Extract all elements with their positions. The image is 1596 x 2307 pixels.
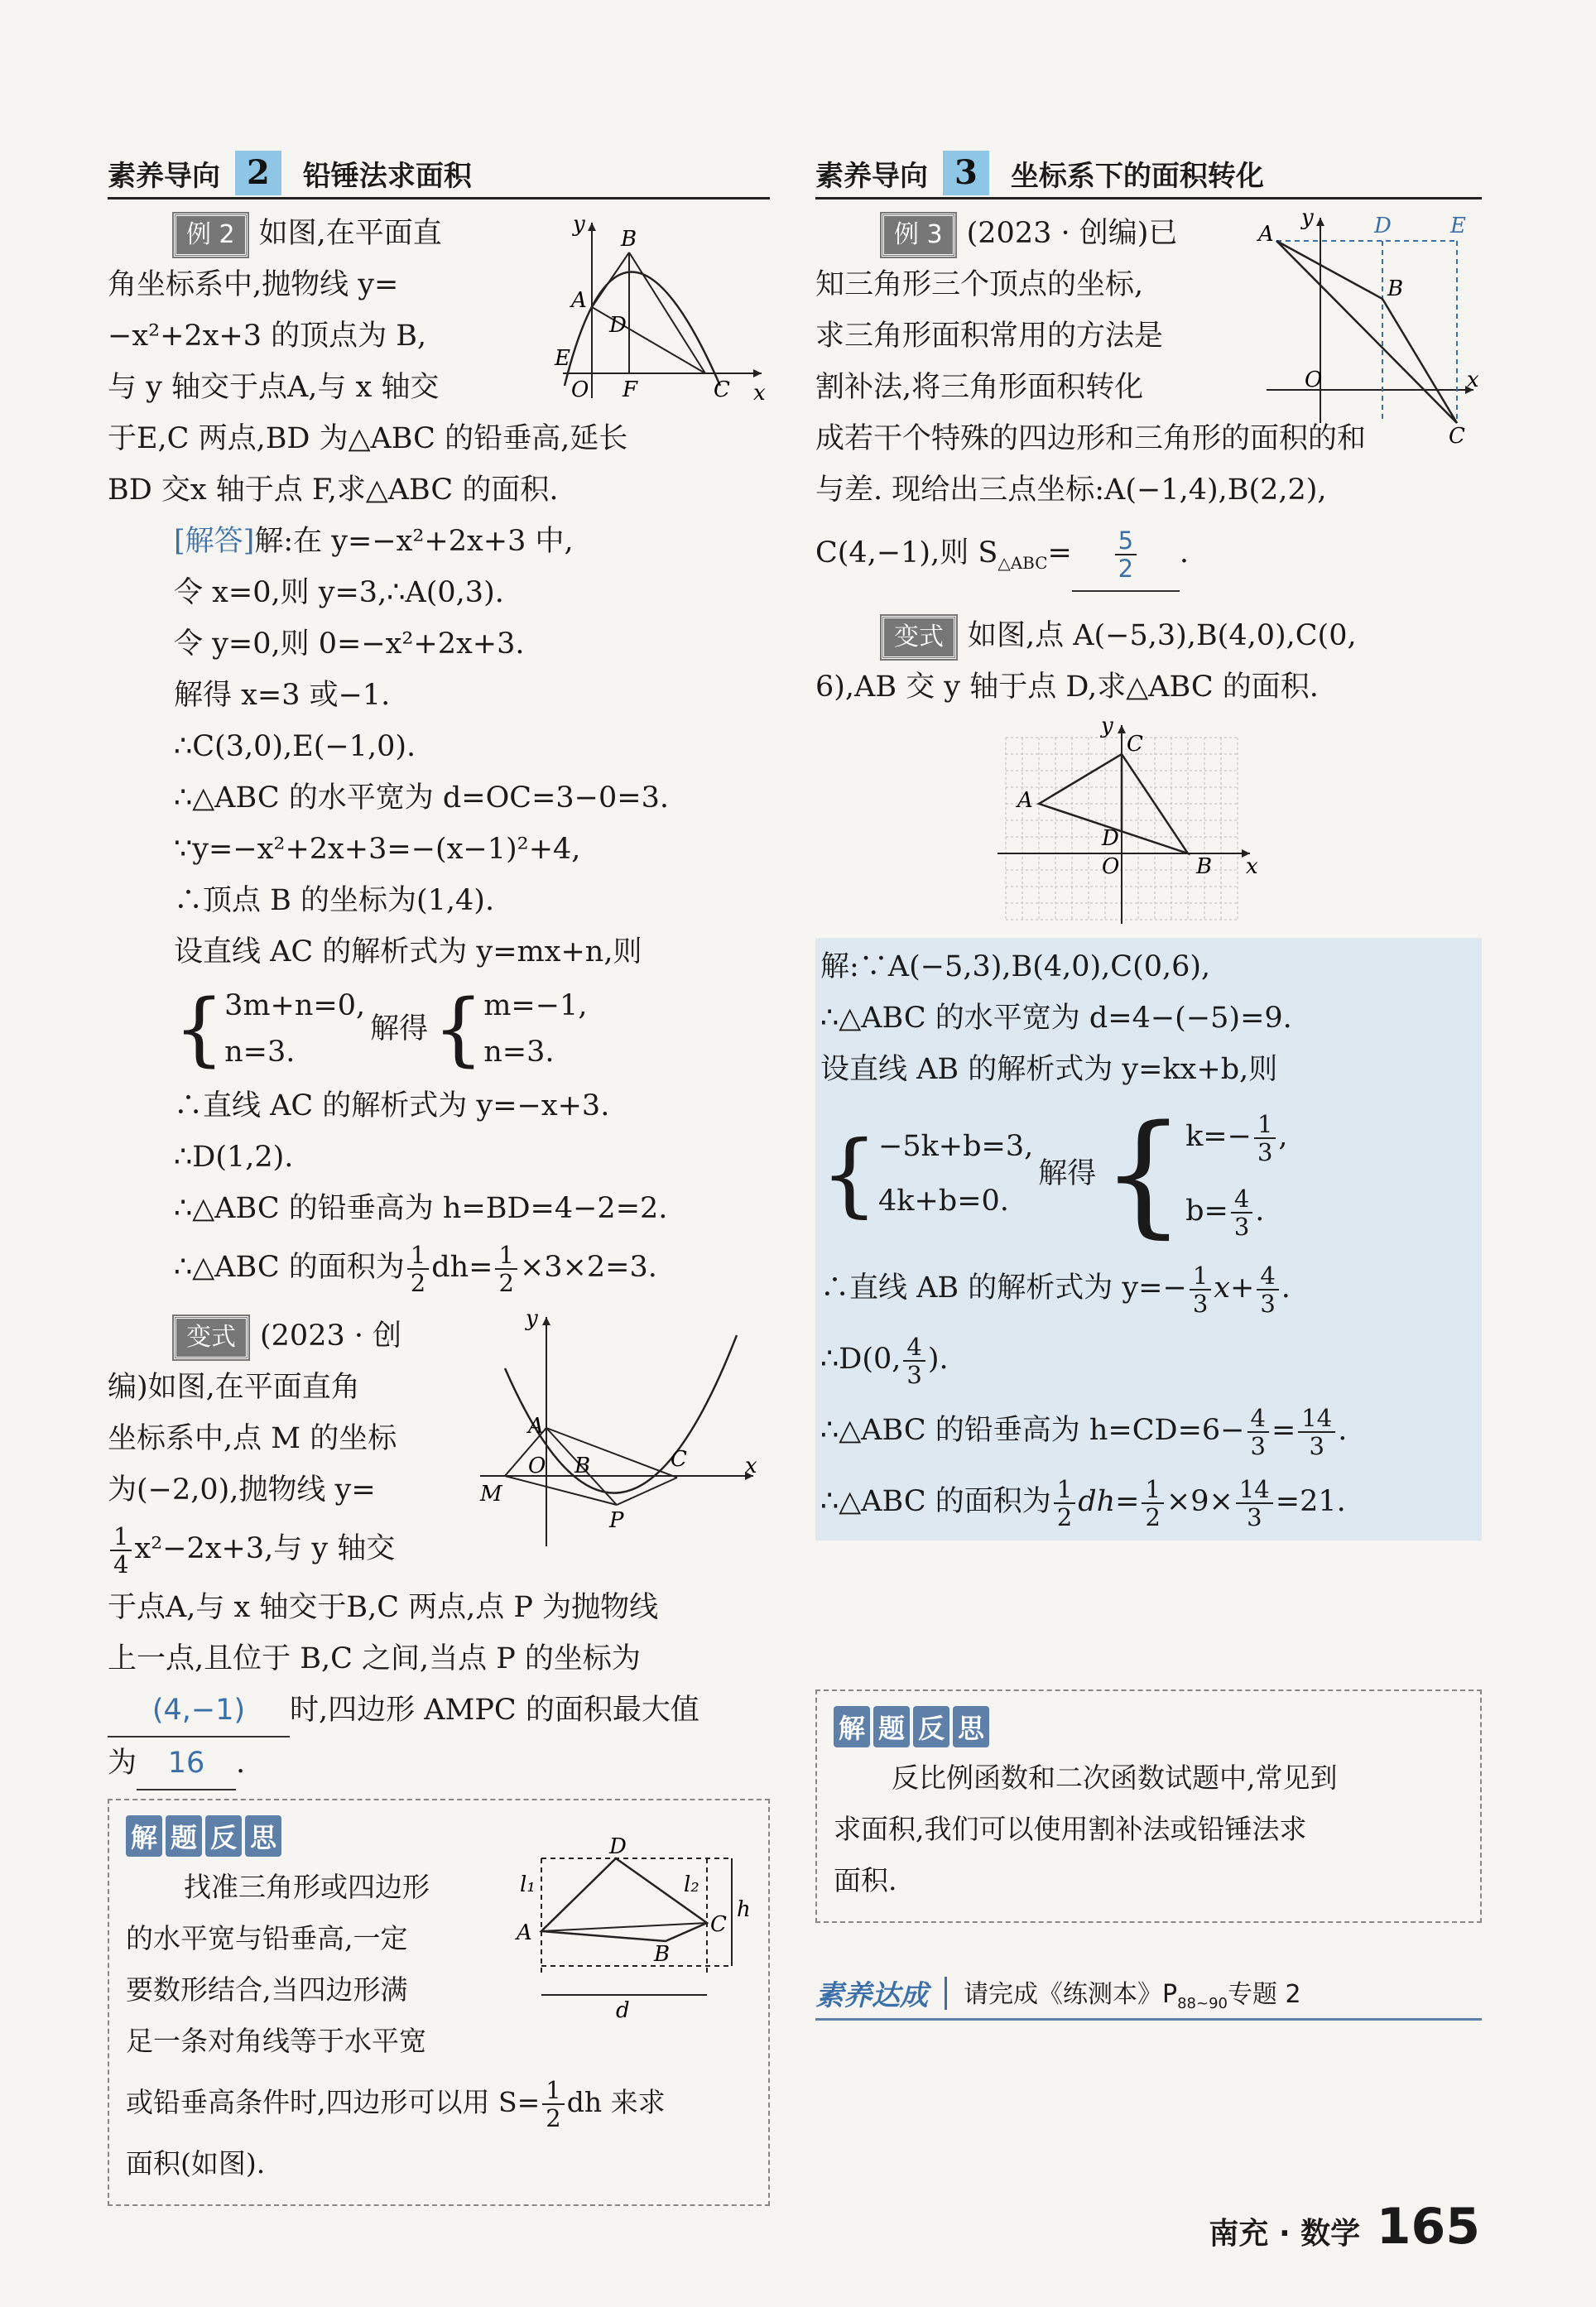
answer-blank [1072, 516, 1180, 592]
example-line: 如图,在平面直 [258, 217, 442, 250]
fig-label-y: y [1101, 714, 1113, 738]
fig-label-a: A [528, 1414, 544, 1439]
reflect-line: 面积(如图). [126, 2147, 266, 2180]
fig-label-x: x [1467, 368, 1479, 392]
solution-line: ∴直线 AC 的解析式为 y=−x+3. [174, 1089, 610, 1122]
fig-label-o: O [528, 1454, 546, 1478]
variant-line: 于点A,与 x 轴交于B,C 两点,点 P 为抛物线 [108, 1591, 659, 1624]
solution-line: ∴顶点 B 的坐标为(1,4). [174, 884, 495, 917]
page-number: 165 [1376, 2198, 1480, 2256]
fig-label-a: A [571, 288, 587, 313]
example-line: (2023 · 创编)已 [966, 217, 1178, 250]
solution-line: 解:∵A(−5,3),B(4,0),C(0,6), [820, 950, 1211, 983]
reflect-line: 求面积,我们可以使用割补法或铅锤法求 [834, 1813, 1307, 1845]
fig-label-e: E [1450, 214, 1466, 238]
answer-blank-1: (4,−1) [108, 1685, 290, 1737]
area-post: ×3×2=3. [519, 1251, 657, 1284]
fig-label-x: x [1246, 854, 1258, 879]
fraction-quarter: $\frac{1}{4}$ [110, 1523, 132, 1578]
fig-label-c: C [714, 377, 730, 402]
system-eq: 4k+b=0. [878, 1185, 1009, 1218]
fig-label-m: M [480, 1482, 502, 1507]
equation-system: { 3m+n=0, n=3. 解得 { m=−1, n=3. [174, 983, 588, 1075]
example-3-figure [1258, 205, 1482, 449]
example-line: 与 y 轴交于点A,与 x 轴交 [108, 371, 440, 404]
variant-line: x²−2x+3,与 y 轴交 [134, 1532, 396, 1565]
reflect-line: 或铅垂高条件时,四边形可以用 S= [126, 2086, 541, 2118]
fig-label-y: y [573, 212, 585, 237]
fig-label-b: B [621, 227, 637, 252]
example-line: 成若干个特殊的四边形和三角形的面积的和 [815, 422, 1367, 455]
solution-line: ∴△ABC 的铅垂高为 h=BD=4−2=2. [174, 1192, 668, 1225]
fig-label-x: x [745, 1454, 757, 1478]
variant-line: 6),AB 交 y 轴于点 D,求△ABC 的面积. [815, 670, 1319, 704]
answer-blank-2: 16 [137, 1737, 236, 1790]
reflect-line: dh 来求 [566, 2086, 666, 2118]
fig-label-a: A [1258, 222, 1274, 247]
variant-right-solution: 解:∵A(−5,3),B(4,0),C(0,6), ∴△ABC 的水平宽为 d=4−(−5)=9. 设直线 AB 的解析式为 y=kx+b,则 { −5k+b=3, 4k+b=0. 解得 { k=− $\frac{1}{3}$ , b= $\frac{4}{3}$ . ∴直线 AB 的解析式为 y=− $\frac{1}{3}$ x+ $\frac{4}{3}$ . ∴D(0, $\frac{4}{3}$ ). ∴△ABC 的铅垂高为 h=CD=6− $\frac{4}{3}$ = $\frac{14}{3}$ . ∴△ABC 的面积为 $\frac{1}{2}$ dh= $\frac{1}{2}$ ×9× $\frac{14}{3}$ =21. [815, 938, 1482, 1540]
system-eq: 3m+n=0, [224, 989, 366, 1022]
section-number: 3 [943, 151, 989, 195]
reflect-figure [508, 1834, 757, 2023]
fig-label-l1: l₁ [520, 1872, 536, 1897]
example-2-solution [108, 516, 770, 1300]
example-line: 于E,C 两点,BD 为△ABC 的铅垂高,延长 [108, 422, 628, 455]
example-3-text: 例 3 (2023 · 创编)已 知三角形三个顶点的坐标, 求三角形面积常用的方法是 割补法,将三角形面积转化 成若干个特殊的四边形和三角形的面积的和 与差. 现给出三点坐标:A(−1,4),B(2,2), C(4,−1),则 $S_{\triangle ABC}=$ $\frac{5}{2}$ . [815, 208, 1482, 600]
variant-line: 时,四边形 AMPC 的面积最大值 [290, 1694, 699, 1727]
variant-line: 如图,点 A(−5,3),B(4,0),C(0, [968, 619, 1357, 652]
system-eq: −5k+b=3, [878, 1130, 1034, 1163]
fig-label-b: B [1387, 276, 1404, 301]
footer-text: 请完成《练测本》P [964, 1980, 1178, 2009]
reflect-tag [834, 1706, 1464, 1747]
reflect-tag-char: 思 [953, 1706, 989, 1747]
example-2 [108, 208, 770, 1300]
solution-line: 解得 x=3 或−1. [174, 679, 391, 712]
reflect-right-text [834, 1752, 1464, 1906]
system-result: k=− [1185, 1120, 1252, 1153]
reflect-line: 要数形结合,当四边形满 [126, 1973, 408, 2006]
fig-label-o: O [1305, 368, 1323, 392]
section-2-title [108, 149, 770, 199]
right-column [815, 149, 1482, 2021]
fig-label-b: B [1196, 854, 1213, 879]
fig-label-b: B [574, 1454, 591, 1478]
example-line: 与差. 现给出三点坐标:A(−1,4),B(2,2), [815, 473, 1327, 507]
solution-line: ∴△ABC 的水平宽为 d=OC=3−0=3. [174, 781, 669, 815]
fig-label-a: A [517, 1920, 532, 1945]
fig-label-y: y [1301, 205, 1314, 230]
example-line: C(4,−1),则 S [815, 536, 998, 570]
reflect-line: 反比例函数和二次函数试题中,常见到 [892, 1761, 1338, 1794]
equation-system: { −5k+b=3, 4k+b=0. 解得 { k=− $\frac{1}{3}$ , b= $\frac{4}{3}$ . [820, 1096, 1288, 1251]
system-mid: 解得 [370, 1012, 429, 1045]
page-footer [1209, 2198, 1480, 2256]
solution-line: ∴D(0, [820, 1343, 901, 1376]
variant-left-text: 变式 (2023 · 创 编)如图,在平面直角 坐标系中,点 M 的坐标 为(−2,0),抛物线 y= $\frac{1}{4}$ x²−2x+3,与 y 轴交 于点A,与 x 轴交于B,C 两点,点 P 为抛物线 上一点,且位于 B,C 之间,当点 P 的坐标为 (4,−1) 时,四边形 AMPC 的面积最大值 为 16 . [108, 1310, 770, 1790]
answer-den: 2 [1118, 554, 1134, 583]
variant-tag: 变式 [174, 1316, 248, 1359]
footer-badge: 素养达成 [815, 1979, 928, 2012]
fig-label-e: E [555, 346, 570, 371]
left-column [108, 149, 770, 2206]
fig-label-d: D [1102, 826, 1119, 851]
fig-label-h: h [737, 1897, 751, 1922]
fig-label-f: F [623, 377, 638, 402]
section-prefix: 素养导向 [108, 159, 220, 193]
fig-label-d: D [609, 313, 627, 338]
solution-line: 令 x=0,则 y=3,∴A(0,3). [174, 576, 504, 609]
section-number: 2 [235, 151, 281, 195]
variant-right-text [815, 610, 1482, 713]
subscript: △ABC [997, 553, 1048, 573]
example-3 [815, 205, 1482, 600]
solution-line: 设直线 AB 的解析式为 y=kx+b,则 [820, 1053, 1278, 1086]
reflect-right [815, 1689, 1482, 1923]
solution-line: ∴△ABC 的铅垂高为 h=CD=6− [820, 1414, 1245, 1447]
system-mid: 解得 [1038, 1157, 1097, 1190]
reflect-left [108, 1799, 770, 2206]
area-mid: dh= [431, 1251, 493, 1284]
variant-left [108, 1306, 770, 1790]
example-line: −x²+2x+3 的顶点为 B, [108, 320, 427, 353]
fraction-half: $\frac{1}{2}$ [407, 1242, 429, 1296]
variant-line: 上一点,且位于 B,C 之间,当点 P 的坐标为 [108, 1642, 641, 1675]
reflect-line: 面积. [834, 1864, 897, 1896]
example-line: 求三角形面积常用的方法是 [815, 320, 1164, 353]
example-line: BD 交x 轴于点 F,求△ABC 的面积. [108, 473, 559, 507]
variant-line: 坐标系中,点 M 的坐标 [108, 1422, 397, 1455]
system-result: b= [1185, 1194, 1228, 1228]
reflect-tag-char: 题 [873, 1706, 910, 1747]
section-heading: 坐标系下的面积转化 [1010, 159, 1264, 193]
solution-line: ∵y=−x²+2x+3=−(x−1)²+4, [174, 833, 581, 866]
variant-line: 为(−2,0),抛物线 y= [108, 1473, 376, 1507]
variant-left-figure [472, 1306, 770, 1550]
solution-line: 设直线 AC 的解析式为 y=mx+n,则 [174, 935, 642, 968]
fig-label-l2: l₂ [684, 1872, 699, 1897]
example-line: = [1047, 536, 1072, 570]
solution-line: ∴D(1,2). [174, 1141, 294, 1174]
fig-label-c: C [1449, 424, 1465, 449]
fig-label-a: A [1017, 788, 1033, 813]
variant-right [815, 610, 1482, 1540]
fig-label-o: O [1102, 854, 1120, 879]
reflect-tag-char: 解 [126, 1815, 162, 1857]
fig-label-c: C [1127, 732, 1143, 757]
system-result: m=−1, [483, 989, 588, 1022]
solution-line: ∴△ABC 的水平宽为 d=4−(−5)=9. [820, 1002, 1292, 1035]
example-line: 角坐标系中,抛物线 y= [108, 268, 399, 301]
fig-label-c: C [710, 1912, 727, 1937]
example-2-figure [555, 212, 770, 406]
practice-footer [815, 1973, 1482, 2021]
area-pre: ∴△ABC 的面积为 [174, 1251, 405, 1284]
reflect-tag-char: 题 [166, 1815, 202, 1857]
fig-label-b: B [654, 1942, 671, 1967]
footer-pages: 88~90 [1177, 1995, 1228, 2012]
fig-label-o: O [571, 377, 589, 402]
reflect-tag-char: 解 [834, 1706, 870, 1747]
fig-label-c: C [671, 1447, 687, 1472]
variant-right-figure [997, 714, 1262, 928]
variant-line: 为 [108, 1747, 137, 1780]
fig-label-d-width: d [616, 1998, 630, 2023]
footer-text: 专题 2 [1227, 1980, 1301, 2009]
example-tag: 例 2 [174, 214, 248, 257]
fig-label-d: D [609, 1834, 627, 1859]
reflect-line: 足一条对角线等于水平宽 [126, 2025, 426, 2057]
system-result: n=3. [483, 1036, 555, 1069]
variant-line: (2023 · 创 [260, 1319, 402, 1353]
fig-label-d: D [1374, 214, 1392, 238]
solution-line: 解:在 y=−x²+2x+3 中, [254, 525, 574, 558]
reflect-tag-char: 思 [245, 1815, 281, 1857]
example-tag: 例 3 [882, 214, 955, 257]
reflect-tag-char: 反 [205, 1815, 242, 1857]
fig-label-p: P [609, 1508, 624, 1533]
solution-line: =21. [1275, 1485, 1346, 1518]
solution-line: ∴△ABC 的面积为 [820, 1485, 1051, 1518]
example-line: 知三角形三个顶点的坐标, [815, 268, 1144, 301]
section-heading: 铅锤法求面积 [302, 159, 472, 193]
area-line [174, 1234, 770, 1300]
solution-line: ∴直线 AB 的解析式为 y=− [820, 1271, 1187, 1305]
system-eq: n=3. [224, 1036, 296, 1069]
reflect-tag-char: 反 [913, 1706, 949, 1747]
fraction-half: $\frac{1}{2}$ [542, 2077, 564, 2132]
section-3-title [815, 149, 1482, 199]
solution-label: [解答] [174, 525, 255, 558]
fig-label-x: x [753, 381, 766, 406]
fig-label-y: y [526, 1306, 538, 1331]
section-prefix: 素养导向 [815, 159, 928, 193]
reflect-line: 的水平宽与铅垂高,一定 [126, 1922, 408, 1954]
variant-line: 编)如图,在平面直角 [108, 1371, 360, 1404]
footer-region: 南充 · 数学 [1209, 2217, 1361, 2251]
variant-tag: 变式 [882, 616, 956, 659]
solution-line: 令 y=0,则 0=−x²+2x+3. [174, 627, 525, 661]
example-line: 割补法,将三角形面积转化 [815, 371, 1144, 404]
solution-line: ∴C(3,0),E(−1,0). [174, 730, 416, 763]
fraction-half: $\frac{1}{2}$ [495, 1242, 517, 1296]
reflect-line: 找准三角形或四边形 [184, 1871, 430, 1903]
answer-num: 5 [1115, 527, 1137, 555]
